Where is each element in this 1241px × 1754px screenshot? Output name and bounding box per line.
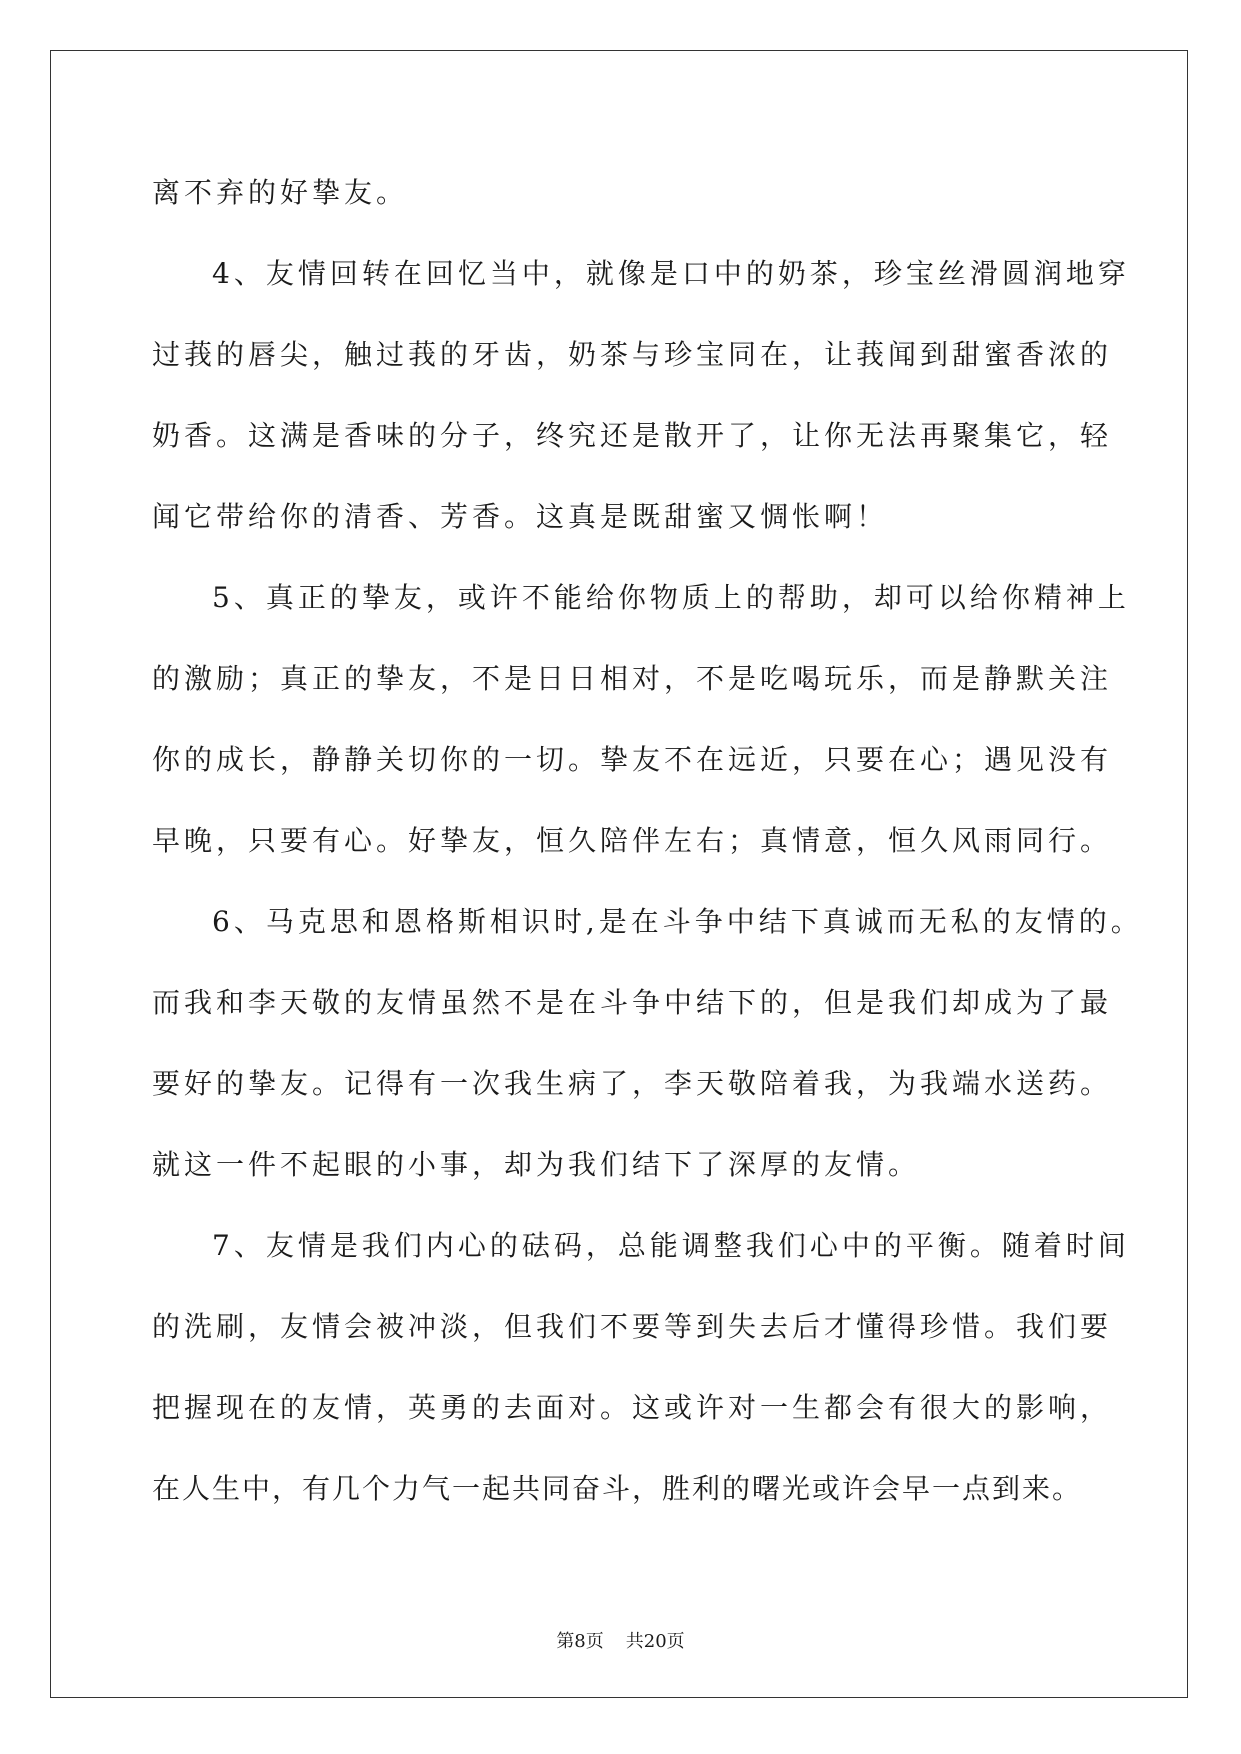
text-line: 奶香。这满是香味的分子，终究还是散开了，让你无法再聚集它，轻 [152, 419, 1113, 452]
text-line: 就这一件不起眼的小事，却为我们结下了深厚的友情。 [152, 1148, 921, 1181]
text-line: 6、马克思和恩格斯相识时,是在斗争中结下真诚而无私的友情的。 [212, 905, 1143, 938]
text-line: 在人生中，有几个力气一起共同奋斗，胜利的曙光或许会早一点到来。 [152, 1472, 1083, 1505]
text-line: 离不弃的好挚友。 [152, 176, 409, 209]
text-line: 而我和李天敬的友情虽然不是在斗争中结下的，但是我们却成为了最 [152, 986, 1113, 1019]
text-line: 过莪的唇尖，触过莪的牙齿，奶茶与珍宝同在，让莪闻到甜蜜香浓的 [152, 338, 1113, 371]
document-body [152, 152, 1143, 1529]
page-number: 第8页 [556, 1631, 604, 1652]
text-line: 把握现在的友情，英勇的去面对。这或许对一生都会有很大的影响， [152, 1391, 1113, 1424]
text-line: 闻它带给你的清香、芳香。这真是既甜蜜又惆怅啊！ [152, 500, 889, 533]
text-line: 5、真正的挚友，或许不能给你物质上的帮助，却可以给你精神上 [212, 581, 1130, 614]
page-total: 共20页 [625, 1631, 685, 1652]
text-line: 7、友情是我们内心的砝码，总能调整我们心中的平衡。随着时间 [212, 1229, 1130, 1262]
page-footer [0, 1630, 1241, 1654]
text-line: 的激励；真正的挚友，不是日日相对，不是吃喝玩乐，而是静默关注 [152, 662, 1113, 695]
text-line: 你的成长，静静关切你的一切。挚友不在远近，只要在心；遇见没有 [152, 743, 1113, 776]
text-line: 的洗刷，友情会被冲淡，但我们不要等到失去后才懂得珍惜。我们要 [152, 1310, 1113, 1343]
text-line: 4、友情回转在回忆当中，就像是口中的奶茶，珍宝丝滑圆润地穿 [212, 257, 1130, 290]
text-line: 早晚，只要有心。好挚友，恒久陪伴左右；真情意，恒久风雨同行。 [152, 824, 1113, 857]
text-line: 要好的挚友。记得有一次我生病了，李天敬陪着我，为我端水送药。 [152, 1067, 1113, 1100]
